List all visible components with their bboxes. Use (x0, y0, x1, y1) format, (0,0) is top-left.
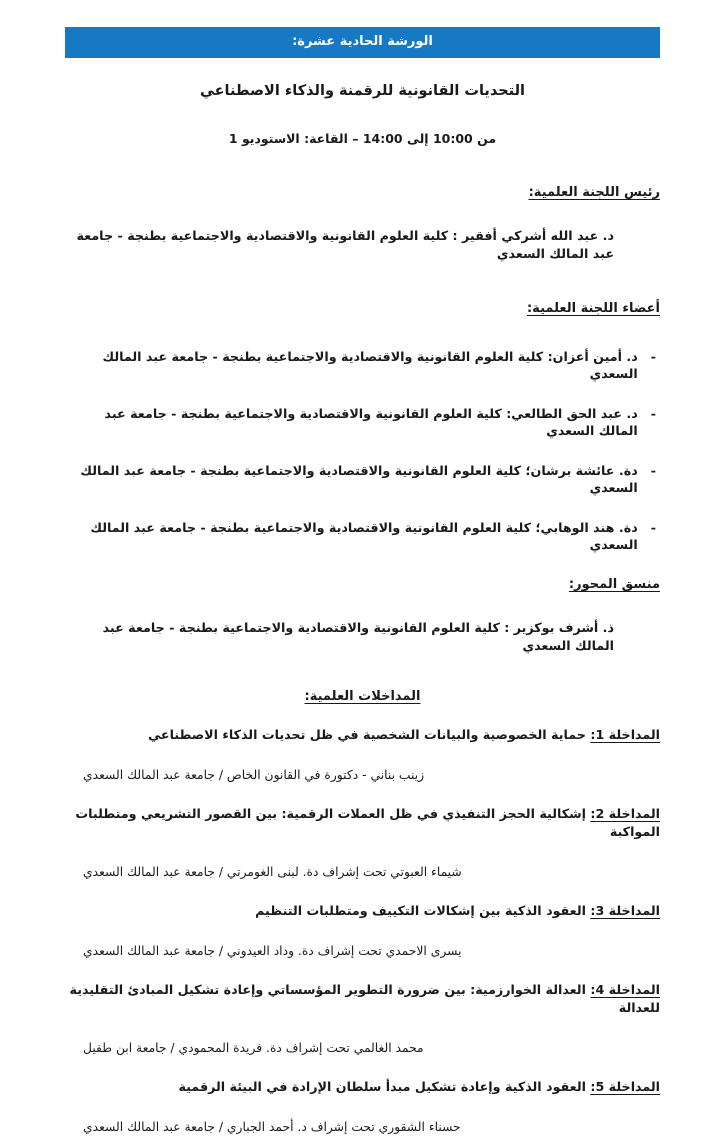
intervention-title-text: إشكالية الحجز التنفيذي في ظل العملات الرقمية: بين القصور التشريعي ومتطلبات المواكبة (75, 806, 660, 839)
intervention-block (65, 902, 660, 960)
chair-heading: رئيس اللجنة العلمية: (528, 185, 660, 200)
workshop-title: التحديات القانونية للرقمنة والذكاء الاصطناعي (199, 83, 526, 99)
intervention-title-text: العدالة الخوارزمية: بين ضرورة التطوير المؤسساتي وإعادة تشكيل المبادئ التقليدية للعدالة (69, 982, 660, 1015)
dash-bullet: - (650, 406, 656, 421)
member-text: د. أمين أعزان: كلية العلوم القانونية والاقتصادية والاجتماعية بطنجة - جامعة عبد المالك السعدي (102, 349, 638, 381)
list-item (65, 405, 660, 439)
members-list (65, 348, 660, 553)
time-location: من 10:00 إلى 14:00 – القاعة: الاستوديو 1 (228, 131, 497, 146)
presenter-line: حسناء الشقوري تحت إشراف د. أحمد الجباري / جامعة عبد المالك السعدي (83, 1120, 461, 1134)
intervention-label: المداخلة 5: (590, 1079, 660, 1094)
intervention-title (65, 726, 660, 744)
intervention-title (65, 805, 660, 841)
intervention-title-text: العقود الذكية بين إشكالات التكييف ومتطلبات التنظيم (255, 903, 586, 918)
intervention-block (65, 805, 660, 881)
intervention-label: المداخلة 3: (590, 903, 660, 918)
intervention-label: المداخلة 1: (590, 727, 660, 742)
dash-bullet: - (650, 463, 656, 478)
intervention-title (65, 981, 660, 1017)
member-text: دة. عائشة برشان؛ كلية العلوم القانونية والاقتصادية والاجتماعية بطنجة - جامعة عبد المالك السعدي (80, 463, 638, 495)
intervention-title (65, 902, 660, 920)
intervention-block (65, 726, 660, 784)
intervention-block (65, 1078, 660, 1136)
interventions-heading: المداخلات العلمية: (304, 689, 421, 704)
member-text: دة. هند الوهابي؛ كلية العلوم القانونية والاقتصادية والاجتماعية بطنجة - جامعة عبد المالك السعدي (90, 520, 638, 552)
presenter-line: شيماء العبوتي تحت إشراف دة. لبنى الغومرتي / جامعة عبد المالك السعدي (83, 865, 462, 879)
intervention-title-text: حماية الخصوصية والبيانات الشخصية في ظل تحديات الذكاء الاصطناعي (148, 727, 586, 742)
list-item (65, 462, 660, 496)
workshop-banner: الورشة الحادية عشرة: (65, 27, 660, 58)
member-text: د. عبد الحق الطالعي: كلية العلوم القانونية والاقتصادية والاجتماعية بطنجة - جامعة عبد المالك السعدي (104, 406, 638, 438)
members-heading: أعضاء اللجنة العلمية: (526, 301, 660, 316)
list-item (65, 519, 660, 553)
intervention-title (65, 1078, 660, 1096)
presenter-line: يسرى الاحمدي تحت إشراف دة. وداد العيدوني / جامعة عبد المالك السعدي (83, 944, 462, 958)
dash-bullet: - (650, 520, 656, 535)
intervention-label: المداخلة 2: (590, 806, 660, 821)
list-item (65, 348, 660, 382)
intervention-title-text: العقود الذكية وإعادة تشكيل مبدأ سلطان الإرادة في البيئة الرقمية (178, 1079, 586, 1094)
intervention-block (65, 981, 660, 1057)
chair-person: د. عبد الله أشركي أفقير : كلية العلوم القانونية والاقتصادية والاجتماعية بطنجة - جامعة عبد المالك السعدي (76, 228, 614, 261)
presenter-line: محمد الغالمي تحت إشراف دة. فريدة المحمودي / جامعة ابن طفيل (83, 1041, 424, 1055)
coordinator-person: ذ. أشرف بوكزير : كلية العلوم القانونية والاقتصادية والاجتماعية بطنجة - جامعة عبد المالك السعدي (102, 620, 614, 653)
presenter-line: زينب بناني - دكتورة في القانون الخاص / جامعة عبد المالك السعدي (83, 768, 425, 782)
dash-bullet: - (650, 349, 656, 364)
intervention-label: المداخلة 4: (590, 982, 660, 997)
coordinator-heading: منسق المحور: (568, 577, 660, 592)
